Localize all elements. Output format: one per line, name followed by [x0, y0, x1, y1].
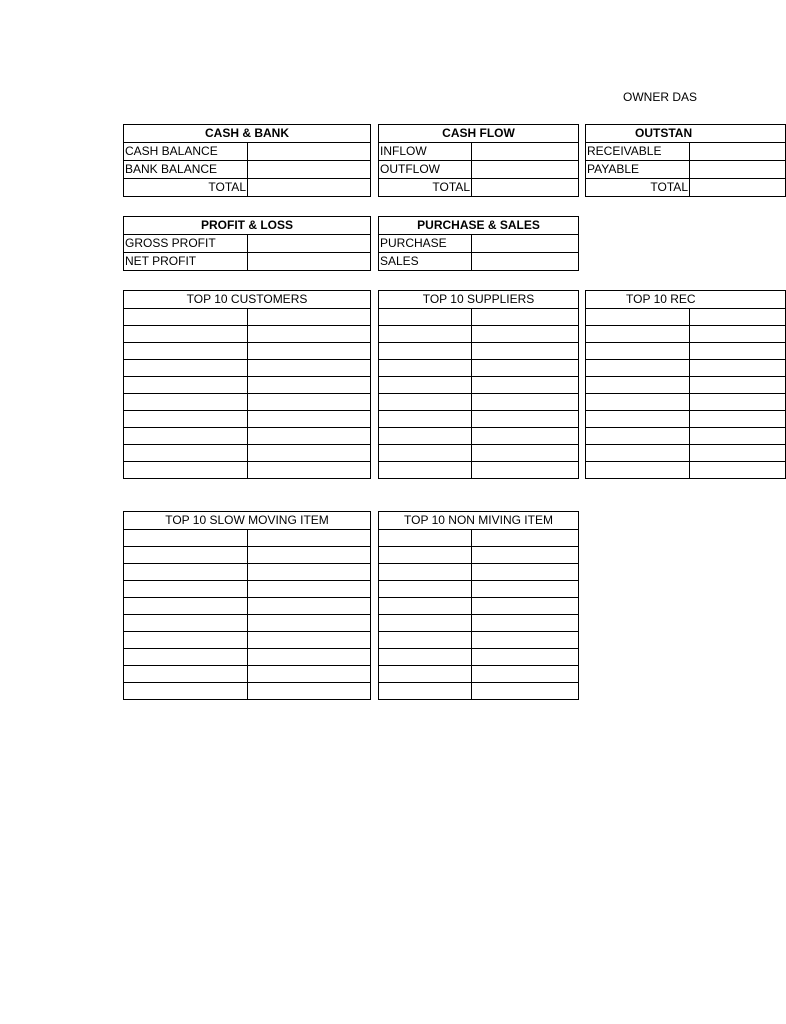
table-cell[interactable] [472, 462, 579, 479]
table-cell[interactable] [472, 309, 579, 326]
table-row [379, 377, 579, 394]
table-cell[interactable] [472, 666, 579, 683]
cash-flow-total-value[interactable] [472, 179, 579, 197]
table-row [124, 547, 371, 564]
table-cell[interactable] [124, 309, 248, 326]
purchase-sales-table [378, 216, 579, 271]
table-row [124, 581, 371, 598]
table-row [586, 326, 786, 343]
table-cell[interactable] [124, 666, 248, 683]
table-row [379, 530, 579, 547]
table-cell[interactable] [248, 632, 371, 649]
receivable-label: RECEIVABLE [586, 143, 690, 161]
table-cell[interactable] [248, 615, 371, 632]
table-row [586, 309, 786, 326]
cash-flow-total-label: TOTAL [379, 179, 472, 197]
table-cell[interactable] [586, 394, 690, 411]
table-cell[interactable] [472, 411, 579, 428]
table-cell[interactable] [586, 428, 690, 445]
top-receivables-header: TOP 10 REC [586, 291, 786, 309]
table-row [124, 309, 371, 326]
payable-value[interactable] [690, 161, 786, 179]
sales-value[interactable] [472, 253, 579, 271]
table-row [379, 649, 579, 666]
table-cell[interactable] [124, 564, 248, 581]
sales-label: SALES [379, 253, 472, 271]
net-profit-label: NET PROFIT [124, 253, 248, 271]
cash-bank-total-label: TOTAL [124, 179, 248, 197]
table-cell[interactable] [690, 326, 786, 343]
cash-bank-total-value[interactable] [248, 179, 371, 197]
table-row [379, 411, 579, 428]
table-cell[interactable] [248, 581, 371, 598]
table-row [379, 428, 579, 445]
table-row [124, 394, 371, 411]
cash-balance-label: CASH BALANCE [124, 143, 248, 161]
table-row [586, 462, 786, 479]
table-cell[interactable] [379, 615, 472, 632]
table-cell[interactable] [379, 598, 472, 615]
outstanding-header: OUTSTAN [586, 125, 786, 143]
top-suppliers-header: TOP 10 SUPPLIERS [379, 291, 579, 309]
table-row [379, 683, 579, 700]
table-cell[interactable] [379, 530, 472, 547]
table-cell[interactable] [472, 530, 579, 547]
top-suppliers-table [378, 290, 579, 479]
bank-balance-label: BANK BALANCE [124, 161, 248, 179]
top-non-moving-header: TOP 10 NON MIVING ITEM [379, 512, 579, 530]
table-row [379, 632, 579, 649]
table-cell[interactable] [124, 326, 248, 343]
table-cell[interactable] [379, 309, 472, 326]
table-row [586, 343, 786, 360]
payable-label: PAYABLE [586, 161, 690, 179]
table-cell[interactable] [124, 632, 248, 649]
table-cell[interactable] [472, 547, 579, 564]
table-cell[interactable] [248, 343, 371, 360]
purchase-sales-header: PURCHASE & SALES [379, 217, 579, 235]
table-cell[interactable] [472, 632, 579, 649]
table-cell[interactable] [124, 649, 248, 666]
table-row [379, 615, 579, 632]
table-row [124, 615, 371, 632]
cash-balance-value[interactable] [248, 143, 371, 161]
table-cell[interactable] [472, 445, 579, 462]
table-cell[interactable] [472, 564, 579, 581]
inflow-label: INFLOW [379, 143, 472, 161]
table-cell[interactable] [690, 394, 786, 411]
table-cell[interactable] [379, 428, 472, 445]
table-row [124, 649, 371, 666]
top-customers-table [123, 290, 371, 479]
top-receivables-clip [585, 290, 696, 495]
table-row [379, 581, 579, 598]
table-cell[interactable] [690, 360, 786, 377]
cash-bank-table [123, 124, 371, 197]
bank-balance-value[interactable] [248, 161, 371, 179]
table-cell[interactable] [124, 462, 248, 479]
table-cell[interactable] [248, 683, 371, 700]
table-row [124, 683, 371, 700]
table-row [124, 598, 371, 615]
table-row [124, 564, 371, 581]
table-row [379, 547, 579, 564]
table-cell[interactable] [586, 309, 690, 326]
table-cell[interactable] [472, 649, 579, 666]
table-cell[interactable] [248, 360, 371, 377]
table-row [124, 411, 371, 428]
outflow-label: OUTFLOW [379, 161, 472, 179]
table-cell[interactable] [690, 428, 786, 445]
table-cell[interactable] [248, 326, 371, 343]
table-cell[interactable] [124, 411, 248, 428]
table-cell[interactable] [124, 445, 248, 462]
table-row [379, 309, 579, 326]
table-cell[interactable] [586, 326, 690, 343]
table-row [124, 360, 371, 377]
table-cell[interactable] [379, 343, 472, 360]
table-cell[interactable] [586, 343, 690, 360]
cash-flow-table [378, 124, 579, 197]
table-cell[interactable] [379, 411, 472, 428]
table-cell[interactable] [124, 547, 248, 564]
table-cell[interactable] [248, 462, 371, 479]
table-row [379, 598, 579, 615]
table-row [379, 326, 579, 343]
table-cell[interactable] [248, 445, 371, 462]
table-cell[interactable] [472, 343, 579, 360]
top-customers-header: TOP 10 CUSTOMERS [124, 291, 371, 309]
table-cell[interactable] [248, 530, 371, 547]
table-cell[interactable] [379, 394, 472, 411]
purchase-label: PURCHASE [379, 235, 472, 253]
outflow-value[interactable] [472, 161, 579, 179]
gross-profit-label: GROSS PROFIT [124, 235, 248, 253]
table-row [586, 394, 786, 411]
table-cell[interactable] [379, 326, 472, 343]
table-row [379, 394, 579, 411]
outstanding-total-label: TOTAL [586, 179, 690, 197]
table-cell[interactable] [379, 462, 472, 479]
table-cell[interactable] [472, 598, 579, 615]
table-cell[interactable] [586, 411, 690, 428]
table-cell[interactable] [586, 462, 690, 479]
table-cell[interactable] [248, 598, 371, 615]
table-cell[interactable] [690, 377, 786, 394]
table-row [124, 530, 371, 547]
table-cell[interactable] [124, 683, 248, 700]
table-row [124, 445, 371, 462]
table-cell[interactable] [472, 326, 579, 343]
cash-bank-header: CASH & BANK [124, 125, 371, 143]
table-cell[interactable] [586, 360, 690, 377]
table-cell[interactable] [472, 683, 579, 700]
profit-loss-table [123, 216, 371, 271]
table-row [124, 632, 371, 649]
table-cell[interactable] [124, 428, 248, 445]
table-row [124, 377, 371, 394]
table-cell[interactable] [690, 309, 786, 326]
table-cell[interactable] [124, 581, 248, 598]
table-row [586, 445, 786, 462]
table-row [124, 428, 371, 445]
table-row [586, 360, 786, 377]
table-cell[interactable] [690, 445, 786, 462]
table-cell[interactable] [248, 564, 371, 581]
table-cell[interactable] [124, 377, 248, 394]
top-slow-moving-table [123, 511, 371, 700]
cash-flow-header: CASH FLOW [379, 125, 579, 143]
table-cell[interactable] [248, 666, 371, 683]
table-row [586, 428, 786, 445]
table-cell[interactable] [586, 445, 690, 462]
table-cell[interactable] [379, 445, 472, 462]
outstanding-table [585, 124, 786, 197]
table-cell[interactable] [248, 309, 371, 326]
table-row [379, 343, 579, 360]
table-cell[interactable] [124, 615, 248, 632]
table-cell[interactable] [379, 547, 472, 564]
table-cell[interactable] [124, 530, 248, 547]
table-cell[interactable] [690, 411, 786, 428]
table-row [124, 343, 371, 360]
top-slow-moving-header: TOP 10 SLOW MOVING ITEM [124, 512, 371, 530]
table-cell[interactable] [379, 649, 472, 666]
table-cell[interactable] [690, 462, 786, 479]
table-row [379, 360, 579, 377]
table-cell[interactable] [124, 343, 248, 360]
table-cell[interactable] [379, 632, 472, 649]
table-cell[interactable] [379, 581, 472, 598]
top-receivables-table [585, 290, 786, 479]
page-title: OWNER DAS [623, 90, 698, 104]
table-cell[interactable] [472, 394, 579, 411]
table-cell[interactable] [379, 683, 472, 700]
table-cell[interactable] [124, 394, 248, 411]
table-cell[interactable] [472, 360, 579, 377]
table-cell[interactable] [248, 428, 371, 445]
net-profit-value[interactable] [248, 253, 371, 271]
table-cell[interactable] [248, 377, 371, 394]
receivable-value[interactable] [690, 143, 786, 161]
table-cell[interactable] [248, 547, 371, 564]
table-cell[interactable] [690, 343, 786, 360]
table-cell[interactable] [124, 360, 248, 377]
table-row [586, 411, 786, 428]
profit-loss-header: PROFIT & LOSS [124, 217, 371, 235]
table-cell[interactable] [472, 377, 579, 394]
table-cell[interactable] [124, 598, 248, 615]
table-cell[interactable] [379, 666, 472, 683]
outstanding-total-value[interactable] [690, 179, 786, 197]
table-cell[interactable] [586, 377, 690, 394]
table-cell[interactable] [379, 377, 472, 394]
inflow-value[interactable] [472, 143, 579, 161]
table-row [124, 326, 371, 343]
table-row [124, 666, 371, 683]
outstanding-clip [585, 124, 693, 200]
purchase-value[interactable] [472, 235, 579, 253]
table-cell[interactable] [248, 649, 371, 666]
table-cell[interactable] [472, 581, 579, 598]
table-row [124, 462, 371, 479]
table-row [379, 445, 579, 462]
table-cell[interactable] [379, 564, 472, 581]
table-row [379, 564, 579, 581]
table-cell[interactable] [379, 360, 472, 377]
table-cell[interactable] [472, 615, 579, 632]
table-row [379, 462, 579, 479]
table-cell[interactable] [472, 428, 579, 445]
table-cell[interactable] [248, 394, 371, 411]
table-cell[interactable] [248, 411, 371, 428]
gross-profit-value[interactable] [248, 235, 371, 253]
top-non-moving-table [378, 511, 579, 700]
table-row [586, 377, 786, 394]
table-row [379, 666, 579, 683]
